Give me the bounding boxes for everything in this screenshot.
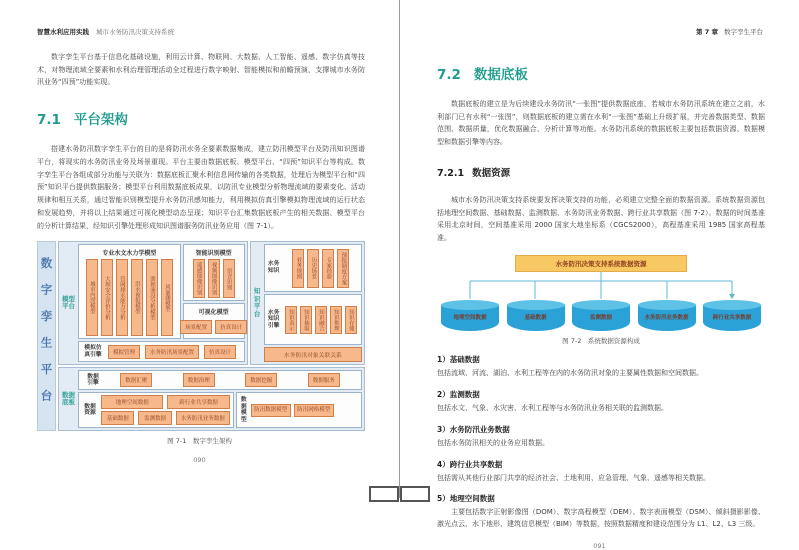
list-item-title: 5）地理空间数据 <box>437 494 495 504</box>
chapter-number: 第 7 章 <box>695 28 718 36</box>
hydro-model-item: 城市内涝模型 <box>86 259 98 336</box>
subsection-number: 7.2.1 <box>437 167 465 179</box>
visualization-model-box <box>183 303 245 339</box>
section-body-paragraph: 数据底板的建立是为后续建设水务防汛“一张图”提供数据底座，若城市水务防汛系统在建立之前，水利部门已有水利“一张图”，则数据底板的建立需在水利“一张图”基础上升级扩展，并完善数据类型、数据范围、数据质量，优化数据融合、分析计算等功能。水务防汛系统的数据底板主要包括数据资源、数据模型和数据引擎等内容。 <box>437 100 765 147</box>
data-engine-row <box>78 370 362 390</box>
data-resource-item: 跨行业共享数据 <box>167 395 229 409</box>
figure-7-2-caption: 图 7-2 系统数据资源构成 <box>562 336 640 345</box>
section-title: 平台架构 <box>73 112 128 129</box>
cylinder-label: 跨行业共享数据 <box>712 314 752 321</box>
list-item-desc: 包括需从其他行业部门共享的经济社会、土地利用、应急管理、气象、遥感等相关数据。 <box>437 473 710 482</box>
knowledge-engine-group <box>264 294 362 345</box>
flood-object-relation-box: 水务防汛对象关联关系 <box>264 347 362 362</box>
database-cylinder-icon <box>638 300 696 331</box>
list-item-title: 4）跨行业共享数据 <box>437 459 503 469</box>
figure-7-1-main <box>58 241 365 431</box>
knowledge-item: 预报调度方案 <box>337 249 349 288</box>
cylinder-label: 监测数据 <box>589 314 612 321</box>
recognition-item: 遥感图像识别 <box>193 259 205 298</box>
knowledge-engine-item: 知识融合 <box>315 306 327 334</box>
simulation-engine-label: 模拟仿真引擎 <box>84 345 102 358</box>
section-heading-7-1 <box>37 108 365 128</box>
knowledge-engine-item: 知识存储 <box>345 306 357 334</box>
knowledge-item: 历史场景 <box>307 249 319 288</box>
model-platform-panel <box>58 241 248 365</box>
bottom-tab-right[interactable] <box>400 486 430 502</box>
page-gutter-divider <box>399 0 400 498</box>
recognition-item: 视频图像识别 <box>208 259 220 298</box>
knowledge-engine-item: 知识抽取 <box>300 306 312 334</box>
subsection-body-paragraph: 城市水务防汛决策支持系统要发挥决策支持的功能，必须建立完整全面的数据资源。系统数据资源包括地理空间数据、基础数据、监测数据、水务防汛业务数据、跨行业共享数据（图 7-2）。数据的时间基准采用北京时间，空间基准采用 2000 国家大地坐标系（CGCS2000），高程基准采用 1985 国家高程基准。 <box>437 195 765 243</box>
hydro-model-item: 洪水预报模型 <box>131 259 143 336</box>
simulation-item: 模拟管理 <box>108 345 140 359</box>
visualization-item: 场景配置 <box>180 320 212 334</box>
knowledge-platform-label: 知识平台 <box>253 286 261 319</box>
hydro-model-item: 风暴潮模型 <box>161 259 173 336</box>
page-right <box>400 0 799 550</box>
subsection-heading-7-2-1 <box>437 165 765 179</box>
figure-7-1 <box>37 241 365 431</box>
running-head-left <box>37 27 365 36</box>
page-left <box>0 0 399 498</box>
knowledge-item: 业务规则 <box>292 249 304 288</box>
book-title: 智慧水利应用实践 <box>37 28 89 36</box>
knowledge-engine-item: 知识推理 <box>330 306 342 334</box>
data-resource-item: 基础数据 <box>101 411 134 425</box>
visualization-item: 仿真设计 <box>215 320 247 334</box>
subsection-title: 数据资源 <box>472 167 511 179</box>
simulation-item: 水务防汛场景配置 <box>145 345 199 359</box>
knowledge-item: 专家经验 <box>322 249 334 288</box>
hydro-model-item: 管网排水能力分析 <box>116 259 128 336</box>
hydro-model-box <box>78 244 181 339</box>
chapter-title: 数字孪生平台 <box>724 28 763 36</box>
data-resource-item: 地理空间数据 <box>101 395 163 409</box>
page-number-right: 091 <box>593 542 606 550</box>
model-platform-label: 模型平台 <box>62 294 75 311</box>
database-cylinder-icon <box>572 300 630 331</box>
section-number: 7.2 <box>437 67 461 83</box>
data-models-label: 数据模型 <box>240 397 247 423</box>
data-resource-item: 水务防汛业务数据 <box>176 411 230 425</box>
data-engine-item: 数据治理 <box>183 373 215 387</box>
list-item-title: 3）水务防汛业务数据 <box>437 424 510 434</box>
data-engine-label: 数据引擎 <box>87 373 99 387</box>
list-item-title: 2）监测数据 <box>437 389 480 399</box>
knowledge-engine-item: 知识表示 <box>285 306 297 334</box>
database-cylinder-icon <box>703 300 761 331</box>
water-knowledge-group <box>264 244 362 292</box>
recognition-model-box <box>183 244 245 301</box>
running-head-right <box>434 27 763 36</box>
recognition-model-title: 智能识别模型 <box>195 250 232 258</box>
section-title: 数据底板 <box>473 67 528 83</box>
page-number-left: 090 <box>193 456 206 465</box>
figure-7-1-top-row <box>58 241 365 365</box>
bottom-tab-left[interactable] <box>369 486 399 502</box>
database-cylinder-icon <box>441 300 499 331</box>
figure-7-1-caption: 图 7-1 数字孪生架构 <box>167 437 232 446</box>
figure-7-2 <box>437 255 765 345</box>
list-item-desc: 包括水文、气象、水灾害、水利工程等与水务防汛业务相关联的监测数据。 <box>437 403 668 412</box>
tree-connector-lines <box>441 272 761 300</box>
intro-paragraph: 数字孪生平台基于信息化基础设施，利用云计算、物联网、大数据、人工智能、遥感、数字仿真等技术，对物理流域全要素和水利治理管理活动全过程进行数字映射、智能模拟和前瞻预演，支撑城市水务防汛业务“四预”功能实现。 <box>37 53 365 87</box>
database-cylinder-row <box>441 300 761 331</box>
data-resource-root-box: 水务防汛决策支持系统数据资源 <box>515 255 687 272</box>
cylinder-label: 水务防汛业务数据 <box>644 314 689 321</box>
data-platform-panel <box>58 367 365 431</box>
cylinder-label: 地理空间数据 <box>453 314 487 321</box>
list-item-desc: 包括水务防汛相关的业务应用数据。 <box>437 438 549 447</box>
hydro-model-title: 专业水文水力学模型 <box>102 250 157 258</box>
hydro-model-item: 溃坝淹没分析模型 <box>146 259 158 336</box>
section-body-paragraph: 搭建水务防汛数字孪生平台的目的是将防汛水务全要素数据集成，建立防汛模型平台及防汛知识图谱平台，将现实的水务防汛业务及场景重现。平台主要由数据底板、模型平台、“四预”知识平台等构成。数字孪生平台各组成部分功能与关联为：数据底板汇聚水利信息网传输的各类数据，处理后为模型平台和“四预”知识平台提供数据服务；模型平台利用数据底板成果，以防汛专业模型分析物理流域的要素变化、活动规律和相互关系，通过智能识别模型提升水务防汛感知能力，利用模拟仿真引擎模拟物理流域的运行状态和发展趋势，并将以上结果通过可视化模型动态呈现；知识平台汇集数据底板产生的相关数据、模型平台的分析计算结果，经知识引擎处理形成知识图谱服务防汛业务应用（图 7-1）。 <box>37 145 365 230</box>
visualization-model-title: 可视化模型 <box>198 309 229 317</box>
book-subtitle: 城市水务防汛决策支持系统 <box>96 28 174 36</box>
water-knowledge-label: 水务知识 <box>267 261 280 275</box>
data-resources-group <box>78 392 234 428</box>
data-model-item: 防汛数据模型 <box>251 404 291 417</box>
list-item-desc: 包括流域、河流、湖泊、水利工程等在内的水务防汛对象的主要属性数据和空间数据。 <box>437 368 703 377</box>
data-engine-item: 数据服务 <box>308 373 340 387</box>
data-engine-item: 数据挖掘 <box>245 373 277 387</box>
data-model-item: 防汛网格模型 <box>294 404 334 417</box>
knowledge-platform-panel <box>250 241 365 365</box>
data-platform-label: 数据底板 <box>62 390 75 407</box>
simulation-item: 仿真设计 <box>204 345 236 359</box>
data-models-group <box>236 392 362 428</box>
simulation-engine-row <box>78 341 245 362</box>
recognition-item: 语音识别 <box>223 259 235 298</box>
knowledge-engine-label: 水务知识引擎 <box>267 309 280 329</box>
data-resources-label: 数据资源 <box>84 403 96 417</box>
section-heading-7-2 <box>437 63 765 83</box>
hydro-model-item: 大坝安全评价分析 <box>101 259 113 336</box>
list-item-desc: 主要包括数字正射影像图（DOM）、数字高程模型（DEM）、数字表面模型（DSM）、倾斜摄影影像、激光点云、水下地形、建筑信息模型（BIM）等数据，按照数据精度和建设范围分为 L1、L2、L3 三级。 <box>437 508 765 529</box>
cylinder-label: 基础数据 <box>524 314 547 321</box>
digital-twin-platform-strip: 数字孪生平台 <box>37 241 56 431</box>
database-cylinder-icon <box>507 300 565 331</box>
list-item-title: 1）基础数据 <box>437 354 480 364</box>
data-resource-item: 监测数据 <box>138 411 171 425</box>
section-number: 7.1 <box>37 112 61 129</box>
data-engine-item: 数据汇聚 <box>120 373 152 387</box>
